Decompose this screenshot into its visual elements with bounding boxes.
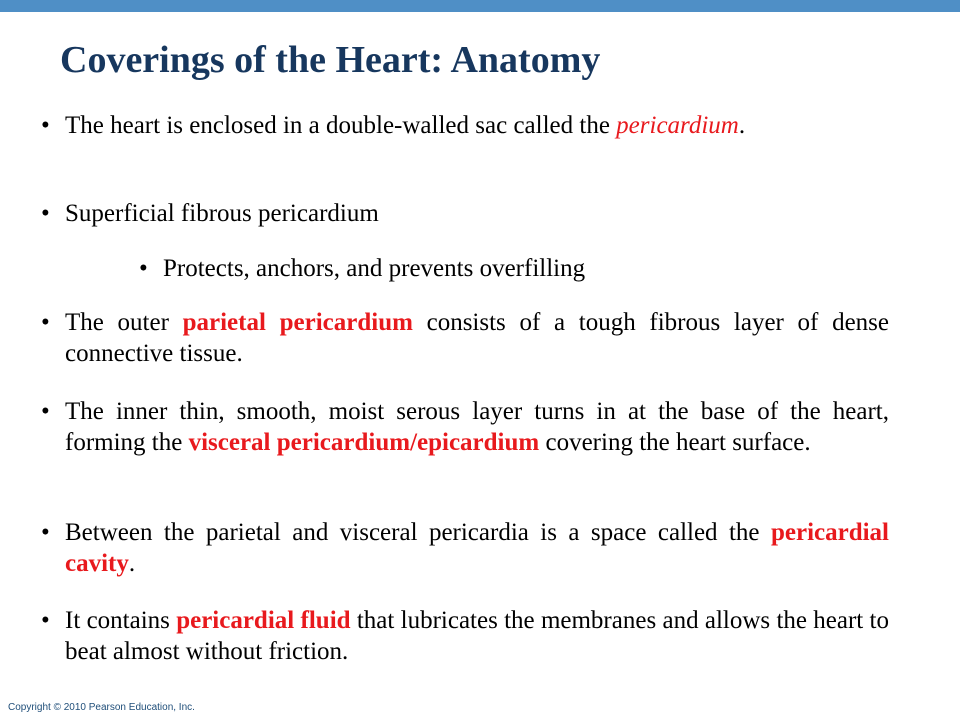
bullet-dot: • (139, 255, 148, 282)
bullet-text: The heart is enclosed in a double-walled sac called the pericardium. (65, 112, 746, 139)
bullet-item-3 (41, 307, 889, 369)
bullet-dot: • (41, 519, 50, 546)
bullet-dot: • (41, 398, 50, 425)
bullet-item-4 (41, 396, 889, 458)
bullet-text: Between the parietal and visceral pericardia is a space called the pericardial cavity. (65, 519, 889, 577)
bullet-dot: • (41, 112, 50, 139)
sub-bullet-item (139, 253, 889, 284)
bullet-dot: • (41, 309, 50, 336)
term-pericardium: pericardium (616, 112, 739, 139)
term-pericardial-cavity: pericardial cavity (65, 519, 889, 577)
term-pericardial-fluid: pericardial fluid (176, 607, 351, 634)
bullet-item-5 (41, 517, 889, 579)
term-visceral-pericardium: visceral pericardium/epicardium (188, 429, 540, 456)
bullet-dot: • (41, 607, 50, 634)
bullet-text: It contains pericardial fluid that lubricates the membranes and allows the heart to beat almost without friction. (65, 607, 889, 665)
bullet-text: The inner thin, smooth, moist serous layer turns in at the base of the heart, forming the visceral pericardium/epicardium covering the heart surface. (65, 398, 889, 456)
bullet-item-1 (41, 110, 889, 141)
copyright-notice: Copyright © 2010 Pearson Education, Inc. (8, 702, 195, 713)
bullet-text: The outer parietal pericardium consists of a tough fibrous layer of dense connective tissue. (65, 309, 889, 367)
bullet-item-2 (41, 198, 889, 229)
term-parietal-pericardium: parietal pericardium (182, 309, 413, 336)
slide-title: Coverings of the Heart: Anatomy (60, 39, 601, 81)
bullet-text: Superficial fibrous pericardium (65, 200, 379, 227)
bullet-item-6 (41, 605, 889, 667)
bullet-text: Protects, anchors, and prevents overfilling (163, 255, 586, 282)
bullet-dot: • (41, 200, 50, 227)
